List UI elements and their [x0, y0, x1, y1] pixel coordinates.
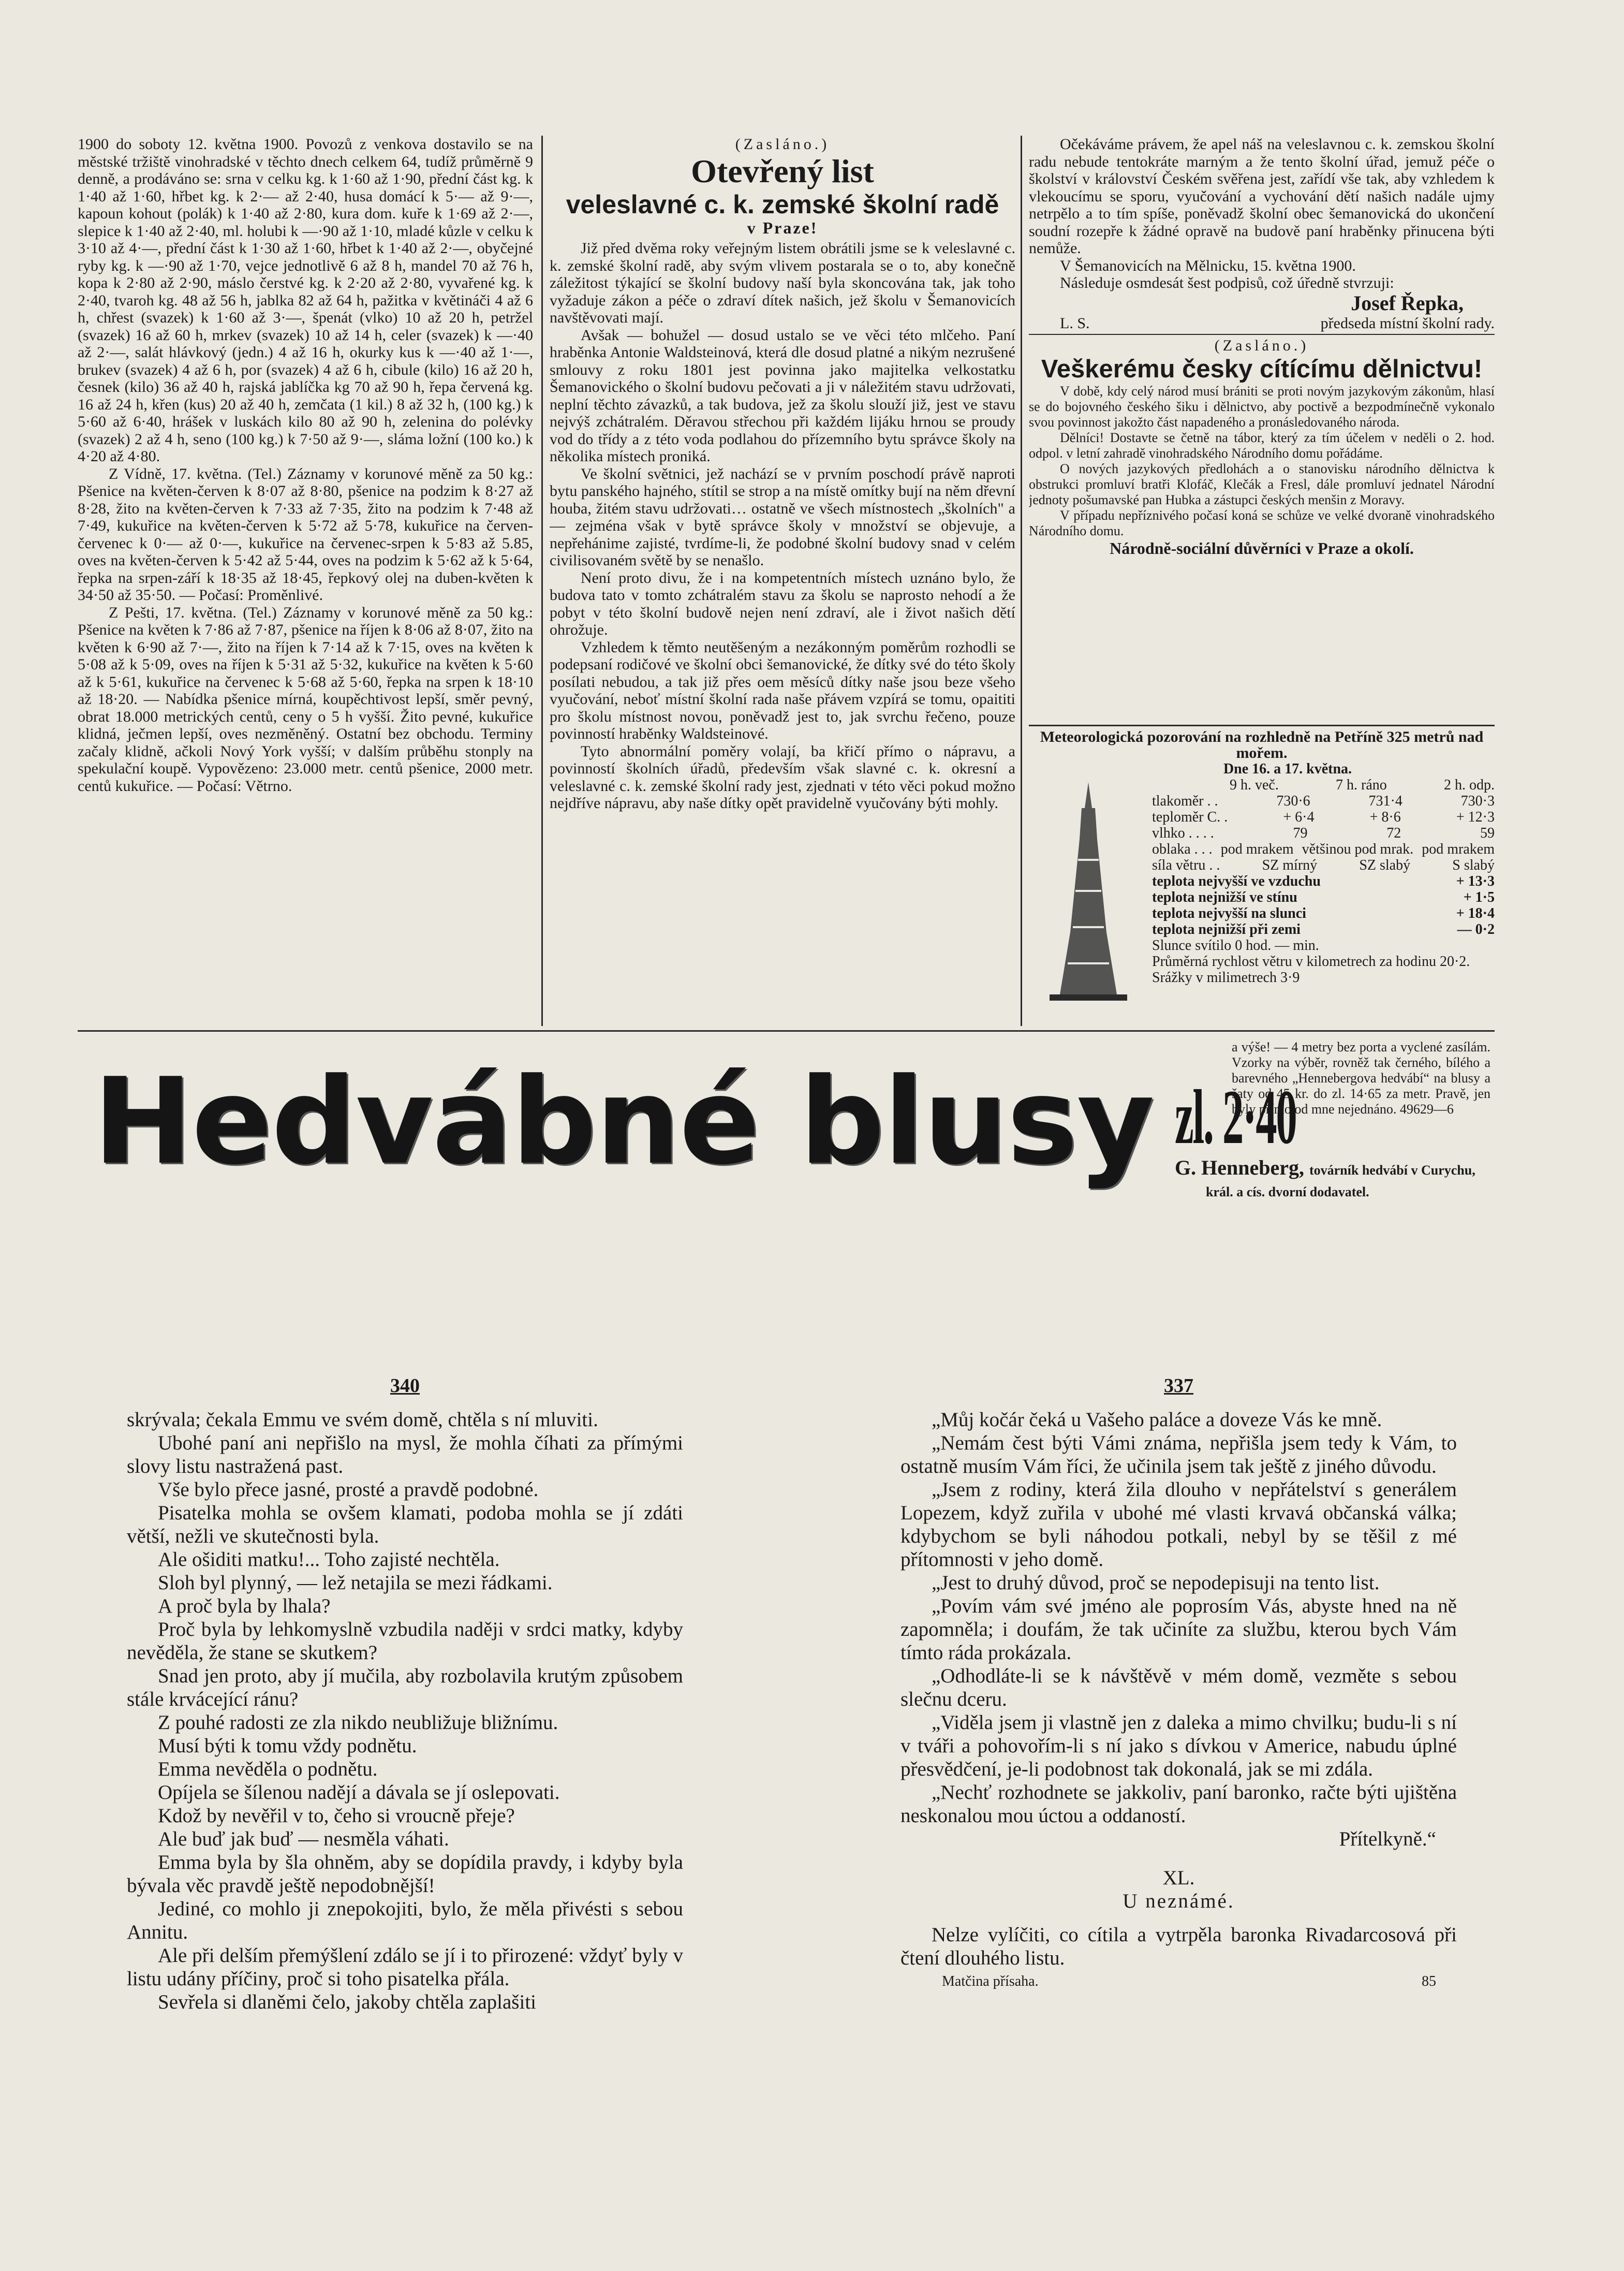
notice-title: Veškerému česky cítícímu dělnictvu!	[1041, 355, 1483, 383]
novel-paragraph: „Viděla jsem ji vlastně jen z daleka a mimo chvilku; budu-li s ní v tváři a pohovořím-li s ní jako s dívkou v Americe, nabudu úplné přesvědčení, je-li podobnost tak dokonalá, jak se mi zdála.	[900, 1711, 1457, 1780]
weather-rain: Srážky v milimetrech 3·9	[1152, 970, 1300, 986]
novel-paragraph: Nelze vylíčiti, co cítila a vytrpěla baronka Rivadarcosová při čtení dlouhého listu.	[900, 1924, 1457, 1969]
observation-tower-illustration	[1029, 777, 1148, 1005]
extreme-label: teplota nejnižší při zemi	[1152, 921, 1301, 937]
extreme-label: teplota nejvyšší ve vzduchu	[1152, 873, 1321, 889]
ad-merchant-court: král. a cís. dvorní dodavatel.	[1206, 1184, 1369, 1199]
weather-title: Meteorologická pozorování na rozhledně na Petříně 325 metrů nad mořem.	[1040, 729, 1484, 761]
extreme-value: + 13·3	[1456, 873, 1495, 889]
market-report-column	[78, 136, 533, 1026]
weather-value: 72	[1386, 825, 1401, 841]
weather-value: + 8·6	[1369, 809, 1401, 825]
ad-merchant: G. Henneberg,	[1175, 1156, 1304, 1179]
extreme-label: teplota nejvyšší na slunci	[1152, 905, 1306, 921]
novel-paragraph: Emma nevěděla o podnětu.	[158, 1758, 378, 1780]
weather-value: SZ mírný	[1262, 857, 1318, 873]
novel-paragraph: Sloh byl plynný, — lež netajila se mezi řádkami.	[158, 1572, 553, 1594]
novel-paragraph: skrývala; čekala Emmu ve svém domě, chtěla s ní mluviti.	[127, 1409, 598, 1431]
signature-role: předseda místní školní rady.	[1320, 314, 1495, 332]
chapter-title: U neznámé.	[1123, 1890, 1235, 1912]
letter-paragraph: Očekáváme právem, že apel náš na veleslavnou c. k. zemskou školní radu nebude tentokráte marným a že tento školní úřad, jemuž péče o školství v království Českém svěřena jest, zařídí vše tak, aby vzhledem k vlekoucímu se sporu, vyučování a vychování dětí našich nadále ujmy netrpělo a to tím spíše, poněvadž školní obec šemanovická do ukončení soudní rozepře k žádné opravě na budově paní hraběnky přinucena býti nemůže.	[1029, 136, 1495, 257]
notice-paragraph: V případu nepříznivého počasí koná se schůze ve velké dvoraně vinohradského Národního domu.	[1029, 507, 1495, 538]
notice-signatories: Národně-sociální důvěrníci v Praze a okolí.	[1110, 538, 1414, 558]
novel-paragraph: Jediné, co mohlo ji znepokojiti, bylo, že měla přivésti s sebou Annitu.	[127, 1898, 683, 1943]
weather-col-afternoon: 2 h. odp.	[1444, 777, 1495, 793]
column-divider	[1021, 136, 1022, 1026]
vienna-report: Z Vídně, 17. května. (Tel.) Záznamy v korunové měně za 50 kg.: Pšenice na květen-červen k 8·07 až 8·80, pšenice na podzim k 8·27 až 8·28, žito na květen-červen k 7·33 až 7·35, žito na podzim k 7·48 až 7·49, kukuřice na květen-červen k 5·72 až 5·78, kukuřice na červen-červenec k 0·— až 0·—, kukuřice na červenec-srpen k 5·83 až 5.85, oves na květen-červen k 5·42 až 5·44, oves na podzim k 5·62 až k 5·64, řepka na srpen-září k 18·35 až 18·45, řepkový olej na duben-květen k 34·50 až 35·50. — Počasí: Proměnlivé.	[78, 465, 533, 604]
novel-paragraph: Sevřela si dlaněmi čelo, jakoby chtěla zaplašiti	[158, 1991, 536, 2013]
column-divider	[541, 136, 543, 1026]
letter-paragraph: Není proto divu, že i na kompetentních místech uznáno bylo, že budova tato v tomto zchátralém stavu za školu se naprosto nehodí a že pobyt v této školní budově nejen není zdraví, ale i život našich dětí ohrožuje.	[550, 569, 1015, 638]
letter-paragraph: Tyto abnormální poměry volají, ba křičí přímo o nápravu, a povinností školních úřadů, především však slavné c. k. okresní a veleslavné c. k. zemské školní rady jest, zjednati v této věci pokud možno nejdříve nápravu, aby naše dítky opět pravidelně vyučovány býti mohly.	[550, 742, 1015, 812]
ad-price: zl. 2·40	[1175, 1074, 1296, 1160]
novel-paragraph: „Jsem z rodiny, která žila dlouho v nepřátelství s generálem Lopezem, když zuřila v ubohé mé vlasti krvavá občanská válka; kdybychom se byli náhodou potkali, nebyl by se těšil z mé přítomnosti v jeho domě.	[900, 1478, 1457, 1571]
extreme-label: teplota nejnižší ve stínu	[1152, 889, 1297, 905]
page-number-left: 340	[390, 1375, 420, 1397]
weather-value: S slabý	[1452, 857, 1495, 873]
weather-wind: Průměrná rychlost větru v kilometrech za hodinu 20·2.	[1152, 954, 1470, 970]
notice-paragraph: V době, kdy celý národ musí brániti se proti novým jazykovým zákonům, hlasí se do bojovného českého šiku i dělnictvo, aby poctivě a bezpodmínečně vykonalo svou povinnost jakožto část napadeného a pronásledovaného národa.	[1029, 383, 1495, 430]
weather-value: 59	[1480, 825, 1495, 841]
novel-paragraph: Emma byla by šla ohněm, aby se dopídila pravdy, i kdyby byla bývala věc pravdě ještě nepodobnější!	[127, 1851, 683, 1897]
novel-paragraph: Ubohé paní ani nepřišlo na mysl, že mohla číhati za přímými slovy listu nastražená past.	[127, 1432, 683, 1477]
letter-continuation-column	[1029, 136, 1495, 726]
extreme-value: + 18·4	[1456, 905, 1495, 921]
weather-row-label: teploměr C. .	[1152, 809, 1228, 825]
book-footer-title: Matčina přísaha.	[942, 1973, 1039, 1989]
weather-col-morning: 7 h. ráno	[1336, 777, 1387, 793]
signature-seal: L. S.	[1060, 314, 1090, 332]
novel-paragraph: Vše bylo přece jasné, prosté a pravdě podobné.	[158, 1478, 539, 1501]
weather-sunshine: Slunce svítilo 0 hod. — min.	[1152, 937, 1319, 954]
novel-paragraph: Z pouhé radosti ze zla nikdo neubližuje bližnímu.	[158, 1711, 558, 1734]
weather-value: + 6·4	[1283, 809, 1315, 825]
open-letter-column	[550, 136, 1015, 1026]
weather-row-label: oblaka . . .	[1152, 841, 1213, 857]
letter-paragraph: Již před dvěma roky veřejným listem obrátili jsme se k veleslavné c. k. zemské školní radě, aby svým vlivem postarala se o to, aby konečně záležitost týkající se školní budovy naší byla skoncována tak, jak toho vyžaduje zákon a péče o zdraví dítek našich, jež školu v Šemanovicích navštěvovati mají.	[550, 240, 1015, 326]
letter-subtitle: veleslavné c. k. zemské školní radě	[566, 189, 999, 219]
notice-paragraph: O nových jazykových předlohách a o stanovisku národního dělnictva k obstrukci promluví bratři Klofáč, Klečák a Fresl, dále promluví jednatel Národní jednoty pošumavské pan Hubka a zástupci českých menšin z Moravy.	[1029, 461, 1495, 507]
novel-paragraph: „Povím vám své jméno ale poprosím Vás, abyste hned na ně zapomněla; i doufám, že tak učiníte za službu, kterou bych Vám tímto ráda prokázala.	[900, 1595, 1457, 1664]
letter-title: Otevřený list	[691, 152, 874, 189]
ad-headline: Hedvábné blusy	[93, 1053, 1154, 1191]
letter-place: v Praze!	[747, 218, 818, 237]
notice-header: (Zasláno.)	[1214, 337, 1309, 354]
weather-report	[1029, 729, 1495, 1024]
book-footer-signature: 85	[1422, 1973, 1436, 1989]
letter-header: (Zasláno.)	[735, 136, 830, 153]
novel-paragraph: Proč byla by lehkomyslně vzbudila naději v srdci matky, kdyby nevěděla, že stane se skutkem?	[127, 1618, 683, 1664]
weather-row-label: vlhko . . . .	[1152, 825, 1214, 841]
novel-paragraph: Opíjela se šílenou nadějí a dávala se jí oslepovati.	[158, 1781, 560, 1804]
novel-paragraph: A proč byla by lhala?	[158, 1595, 331, 1617]
weather-top-rule	[1029, 725, 1495, 726]
novel-paragraph: „Odhodláte-li se k návštěvě v mém domě, vezměte s sebou slečnu dceru.	[900, 1665, 1457, 1710]
extreme-value: + 1·5	[1463, 889, 1495, 905]
novel-paragraph: Snad jen proto, aby jí mučila, aby rozbolavila krutým způsobem stále krvácející ránu?	[127, 1665, 683, 1710]
ad-top-rule	[78, 1030, 1495, 1032]
novel-paragraph: Ale při delším přemýšlení zdálo se jí i to přirozené: vždyť byly v listu udány příčiny, proč si toho pisatelka přála.	[127, 1944, 683, 1990]
letter-paragraph: Ve školní světnici, jež nachází se v prvním poschodí právě naproti bytu panského hajného, stítil se strop a na místě omítky bují na něm dřevní houba, žitém stavu udržovati… ostatně ve všech místnostech „školních" a — zejména však v bytě správce školy v množství se objevuje, a nepřehánime zajisté, tvrdíme-li, že podobné školní budovy snad v celém civilisovaném světě by se nenašlo.	[550, 465, 1015, 569]
weather-value: většinou pod mrak.	[1302, 841, 1414, 857]
extreme-value: — 0·2	[1457, 921, 1495, 937]
letter-note: Následuje osmdesát šest podpisů, což úředně stvrzuji:	[1060, 274, 1394, 291]
weather-value: 79	[1293, 825, 1308, 841]
letter-closing: Přítelkyně.“	[1339, 1828, 1436, 1850]
ad-text: a výše! — 4 metry bez porta a vyclené zasílám. Vzorky na výběr, rovněž tak černého, bílého a barevného „Hennebergova hedvábí“ na blusy a šaty od 45 kr. do zl. 14·65 za metr. Pravě, jen byly přímo od mne nejednáno. 49629—6	[1232, 1039, 1490, 1117]
weather-value: pod mrakem	[1220, 841, 1294, 857]
weather-value: 730·3	[1460, 793, 1495, 809]
novel-paragraph: Kdož by nevěřil v to, čeho si vroucně přeje?	[158, 1805, 515, 1827]
novel-paragraph: „Můj kočár čeká u Vašeho paláce a doveze Vás ke mně.	[932, 1409, 1382, 1431]
chapter-number: XL.	[1162, 1867, 1195, 1889]
novel-paragraph: „Nechť rozhodnete se jakkoliv, paní baronko, račte býti ujištěna neskonalou mou úctou a oddaností.	[900, 1781, 1457, 1827]
letter-paragraph: Avšak — bohužel — dosud ustalo se ve věci této mlčeho. Paní hraběnka Antonie Waldsteinová, která dle dosud platné a nikým nezrušené smlouvy z roku 1801 jest povinna jako majitelka velkostatku Šemanovického o školní budovu pečovati a ji v náležitém stavu udržovati, neplní těchto závazků, a tak budova, jež za školu slouží již, jest ve stavu nejvýš zchátralém. Děravou střechou při každém lijáku hrnou se proudy vod do třídy a z této voda podlahou do přízemního bytu správce školy na několika místech proniká.	[550, 326, 1015, 465]
novel-paragraph: „Nemám čest býti Vámi známa, nepřišla jsem tedy k Vám, to ostatně musím Vám říci, že učinila jsem tak ještě z jiného důvodu.	[900, 1432, 1457, 1477]
letter-paragraph: Vzhledem k těmto neutěšeným a nezákonným poměrům rozhodli se podepsaní rodičové ve školní obci šemanovické, že dítky své do této školy posílati nebudou, a tak již přes oem měsíců dítky naše jsou beze všeho vyučování, neboť místní školní rada naše přávem vzpírá se tomu, opaititi pro školu místnost novou, poněvadž jest to, jak svrchu řečeno, pouze povinností hraběnky Waldsteinové.	[550, 638, 1015, 742]
notice-paragraph: Dělníci! Dostavte se četně na tábor, který za tím účelem v neděli o 2. hod. odpol. v letní zahradě vinohradského Národního domu pořádáme.	[1029, 430, 1495, 461]
novel-page-left	[127, 1374, 683, 2115]
signature-name: Josef Řepka,	[1351, 291, 1464, 315]
weather-row-label: síla větru . .	[1152, 857, 1220, 873]
section-divider	[1029, 334, 1495, 335]
market-paragraph: 1900 do soboty 12. května 1900. Povozů z venkova dostavilo se na městské tržiště vinohradské v těchto dnech celkem 64, tudíž průměrně 9 denně, a prodáváno se: srna v celku kg. k 1·60 až 1·90, přední část kg. k 1·40 až 1·60, hřbet kg. k 2·— až 2·40, husa domácí k 5·— až 9·—, kapoun kohout (polák) k 1·40 až 2·80, kura dom. kuře k 1·69 až 2·—, slepice k 1·40 až 2·40, ml. holubi k —·90 až 1·10, mladé kůzle v celku k 3·10 až 4·—, přední část k 1·30 až 1·60, hřbet k 1·40 až 2·—, obyčejné ryby kg. k —·90 až 1·70, vejce jednotlivě 6 až 8 h, mandel 70 až 76 h, kopa k 2·80 až 2·90, máslo čerstvé kg. k 2·20 až 2·80, vyvařené kg. k 2·40, tvaroh kg. 48 až 56 h, jablka 82 až 64 h, pažitka v květináči 4 až 6 h, chřest (svazek) k 1·60 až 3·—, špenát (vlko) 10 až 20 h, petržel (svazek) 16 až 60 h, mrkev (svazek) 10 až 14 h, celer (svazek) k —·40 až 2·—, salát hlávkový (jedn.) 4 až 16 h, okurky kus k —·40 až 1·—, brukev (svazek) 4 až 6 h, por (svazek) 4 až 6 h, cibule (kilo) 16 až 20 h, česnek (kilo) 36 až 40 h, rajská jablíčka kg 70 až 90 h, řepa červená kg. 16 až 24 h, křen (kus) 20 až 40 h, zemčata (1 kil.) 8 až 32 h, (100 kg.) k 5·60 až 6·40, hrášek v luskách kilo 80 až 90 h, zelenina do polévky (svazek) 2 až 4 h, seno (100 kg.) k 7·50 až 9·—, sláma ložní (100 ko.) k 4·20 až 4·80.	[78, 136, 533, 465]
weather-row-label: tlakoměr . .	[1152, 793, 1218, 809]
novel-page-right	[900, 1374, 1457, 2130]
weather-dates: Dne 16. a 17. května.	[1223, 761, 1352, 777]
silk-blouse-advertisement	[78, 1034, 1495, 1221]
weather-value: + 12·3	[1456, 809, 1495, 825]
letter-place-date: V Šemanovicích na Mělnicku, 15. května 1900.	[1060, 257, 1356, 274]
weather-value: 731·4	[1368, 793, 1402, 809]
weather-value: pod mrakem	[1422, 841, 1495, 857]
ad-merchant-title: továrník hedvábí v Curychu,	[1309, 1163, 1475, 1178]
weather-value: SZ slabý	[1359, 857, 1411, 873]
weather-col-evening: 9 h. več.	[1230, 777, 1279, 793]
weather-value: 730·6	[1276, 793, 1310, 809]
novel-paragraph: Musí býti k tomu vždy podnětu.	[158, 1735, 417, 1757]
novel-paragraph: Ale buď jak buď — nesměla váhati.	[158, 1828, 449, 1850]
novel-paragraph: Ale ošiditi matku!... Toho zajisté nechtěla.	[158, 1548, 500, 1571]
novel-paragraph: Pisatelka mohla se ovšem klamati, podoba mohla se jí zdáti větší, nežli ve skutečnosti byla.	[127, 1502, 683, 1547]
novel-paragraph: „Jest to druhý důvod, proč se nepodepisuji na tento list.	[932, 1572, 1380, 1594]
pest-report: Z Pešti, 17. května. (Tel.) Záznamy v korunové měně za 50 kg.: Pšenice na květen k 7·86 až 7·87, pšenice na říjen k 8·06 až 8·07, žito na květen k 6·90 až 7·—, žito na říjen k 7·14 až k 7·15, oves na květen k 5·08 až k 5·09, oves na říjen k 5·31 až 5·32, kukuřice na květen k 5·60 až k 5·61, kukuřice na červenec k 5·68 až 5·60, řepka na srpen k 18·10 až 18·20. — Nabídka pšenice mírná, koupěchtivost lepší, směr pevný, obrat 18.000 metrických centů, ceny o 5 h vyšší. Žito pevné, kukuřice klidná, ječmen lepší, oves nezměněný. Ostatní bez obchodu. Terminy začaly klidně, ačkoli Nový York vyšší; v dalším průběhu stonply na spekulační koupě. Vypovězeno: 23.000 metr. centů pšenice, 2000 metr. centů kukuřice. — Počasí: Větrno.	[78, 604, 533, 795]
page-number-right: 337	[1164, 1375, 1193, 1397]
